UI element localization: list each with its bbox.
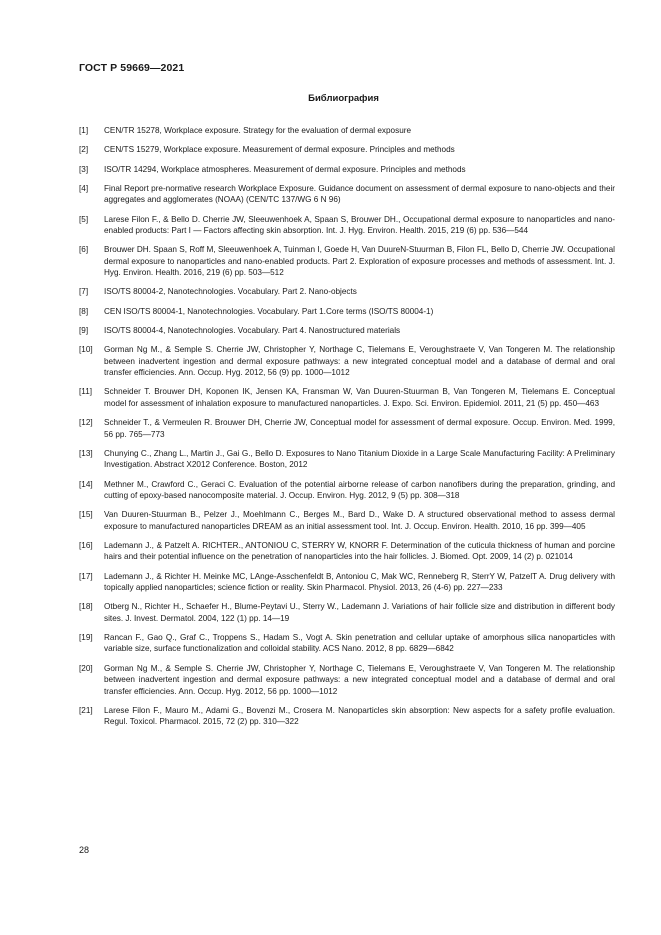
reference-number: [19]	[79, 633, 93, 643]
bibliography-item	[79, 663, 615, 697]
bibliography-item	[79, 344, 615, 378]
bibliography-item	[79, 386, 615, 409]
reference-text: Larese Filon F., & Bello D. Cherrie JW, Sleeuwenhoek A, Spaan S, Brouwer DH., Occupational dermal exposure to nanoparticles and nano-enabled products: Part I — Factors affecting skin absorption. Int. J. Hyg. Environ. Health. 2015, 219 (6) pp. 536—544	[104, 214, 615, 235]
reference-text: Schneider T., & Vermeulen R. Brouwer DH, Cherrie JW, Conceptual model for assessment of dermal exposure. Occup. Environ. Med. 1999, 56 pp. 765—773	[104, 418, 615, 439]
bibliography-item	[79, 183, 615, 206]
bibliography-list	[79, 125, 615, 736]
standard-header: ГОСТ Р 59669—2021	[79, 62, 185, 74]
reference-number: [17]	[79, 571, 93, 581]
reference-text: Otberg N., Richter H., Schaefer H., Blume-Peytavi U., Sterry W., Lademann J. Variations of hair follicle size and distribution in different body sites. J. Invest. Dermatol. 2004, 122 (1) pp. 14—19	[104, 602, 615, 623]
reference-number: [20]	[79, 663, 93, 673]
reference-number: [8]	[79, 306, 89, 316]
reference-text: ISO/TR 14294, Workplace atmospheres. Measurement of dermal exposure. Principles and methods	[104, 164, 466, 174]
reference-text: Rancan F., Gao Q., Graf C., Troppens S., Hadam S., Vogt A. Skin penetration and cellular uptake of amorphous silica nanoparticles with variable size, surface functionalization and colloidal stability. ACS Nano. 2012, 8 pp. 6829—6842	[104, 633, 615, 654]
bibliography-item	[79, 417, 615, 440]
bibliography-item	[79, 144, 615, 155]
reference-text: Gorman Ng M., & Semple S. Cherrie JW, Christopher Y, Northage C, Tielemans E, Veroughstraete V, Van Tongeren M. The relationship between inadvertent ingestion and dermal exposure pathways: a new integrated conceptual model and a database of dermal and oral transfer efficiencies. Ann. Occup. Hyg. 2012, 56 (9) pp. 1000—1012	[104, 345, 615, 378]
bibliography-item	[79, 509, 615, 532]
reference-text: CEN ISO/TS 80004-1, Nanotechnologies. Vocabulary. Part 1.Core terms (ISO/TS 80004-1)	[104, 306, 434, 316]
bibliography-item	[79, 244, 615, 278]
bibliography-item	[79, 540, 615, 563]
bibliography-item	[79, 705, 615, 728]
reference-number: [9]	[79, 326, 89, 335]
reference-number: [21]	[79, 705, 93, 715]
reference-number: [18]	[79, 602, 93, 612]
reference-text: ISO/TS 80004-2, Nanotechnologies. Vocabulary. Part 2. Nano-objects	[104, 287, 357, 297]
reference-text: Larese Filon F., Mauro M., Adami G., Bovenzi M., Crosera M. Nanoparticles skin absorption: New aspects for a safety profile evaluation. Regul. Toxicol. Pharmacol. 2015, 72 (2) pp. 310—322	[104, 705, 615, 727]
reference-text: Methner M., Crawford C., Geraci C. Evaluation of the potential airborne release of carbon nanofibers during the preparation, grinding, and cutting of epoxy-based nanocomposite material. J. Occup. Environ. Hyg. 2012, 9 (5) pp. 308—318	[104, 479, 615, 500]
reference-number: [4]	[79, 183, 89, 193]
reference-text: Schneider T. Brouwer DH, Koponen IK, Jensen KA, Fransman W, Van Duuren-Stuurman B, Van Tongeren M, Tielemans E. Conceptual model for assessment of inhalation exposure to manufactured nanoparticles. J. Expo. Sci. Environ. Epidemiol. 2011, 21 (5) pp. 450—463	[104, 387, 615, 408]
reference-text: Gorman Ng M., & Semple S. Cherrie JW, Christopher Y, Northage C, Tielemans E, Veroughstraete V, Van Tongeren M. The relationship between inadvertent ingestion and dermal exposure pathways: a new integrated conceptual model and a database of dermal and oral transfer efficiencies. Ann. Occup. Hyg. 2012, 56 pp. 1000—1012	[104, 663, 615, 696]
reference-number: [14]	[79, 479, 93, 489]
reference-text: CEN/TR 15278, Workplace exposure. Strategy for the evaluation of dermal exposure	[104, 126, 412, 135]
reference-number: [12]	[79, 418, 93, 428]
bibliography-item	[79, 125, 615, 136]
reference-text: Van Duuren-Stuurman B., Pelzer J., Moehlmann C., Berges M., Bard D., Wake D. A structured observational method to assess dermal exposure to manufactured nanoparticles DREAM as an initial assessment tool. Int. J. Occup. Environ. Health. 2010, 16 pp. 399—405	[104, 510, 615, 531]
reference-number: [16]	[79, 540, 93, 550]
bibliography-item	[79, 306, 615, 317]
reference-number: [15]	[79, 510, 93, 520]
reference-text: Lademann J., & Richter H. Meinke MC, LAnge-Asschenfeldt B, Antoniou C, Mak WC, Renneberg R, SterrY W, PatzelT A. Drug delivery with topically applied nanoparticles; science fiction or reality. Skin Pharmacol. Physiol. 2013, 26 (4-6) pp. 227—233	[104, 571, 615, 593]
page-number: 28	[79, 845, 90, 855]
reference-text: ISO/TS 80004-4, Nanotechnologies. Vocabulary. Part 4. Nanostructured materials	[104, 326, 401, 335]
bibliography-item	[79, 601, 615, 624]
bibliography-item	[79, 632, 615, 655]
reference-number: [10]	[79, 345, 93, 355]
bibliography-item	[79, 448, 615, 471]
reference-text: CEN/TS 15279, Workplace exposure. Measurement of dermal exposure. Principles and methods	[104, 145, 455, 155]
reference-number: [1]	[79, 126, 89, 135]
bibliography-item	[79, 164, 615, 175]
bibliography-item	[79, 214, 615, 237]
reference-text: Lademann J., & Patzelt A. RICHTER., ANTONIOU C, STERRY W, KNORR F. Determination of the cuticula thickness of human and porcine hairs and their potential influence on the penetration of nanoparticles into the hair follicles. J. Biomed. Opt. 2009, 14 (2) p. 021014	[104, 540, 615, 562]
reference-text: Final Report pre-normative research Workplace Exposure. Guidance document on assessment of dermal exposure to nano-objects and their aggregates and agglomerates (NOAA) (CEN/TC 137/WG 6 N 96)	[104, 183, 615, 205]
bibliography-item	[79, 571, 615, 594]
reference-number: [6]	[79, 245, 89, 255]
bibliography-item	[79, 325, 615, 336]
page-title: Библиография	[308, 93, 379, 104]
reference-number: [7]	[79, 287, 89, 297]
reference-text: Chunying C., Zhang L., Martin J., Gai G., Bello D. Exposures to Nano Titanium Dioxide in a Large Scale Manufacturing Facility: A Preliminary Investigation. Abstract X2012 Conference. Boston, 2012	[104, 448, 615, 470]
reference-number: [13]	[79, 448, 93, 458]
reference-text: Brouwer DH. Spaan S, Roff M, Sleeuwenhoek A, Tuinman I, Goede H, Van DuureN-Stuurman B, Filon FL, Bello D, Cherrie JW. Occupational dermal exposure to nanoparticles and nano-enabled products. Part 2. Exploration of exposure processes and methods of assessment. Int. J. Hyg. Environ. Health. 2016, 219 (6) pp. 503—512	[104, 245, 615, 278]
bibliography-item	[79, 286, 615, 297]
reference-number: [5]	[79, 214, 89, 224]
bibliography-item	[79, 479, 615, 502]
reference-number: [3]	[79, 164, 89, 174]
reference-number: [11]	[79, 387, 93, 397]
reference-number: [2]	[79, 145, 89, 155]
